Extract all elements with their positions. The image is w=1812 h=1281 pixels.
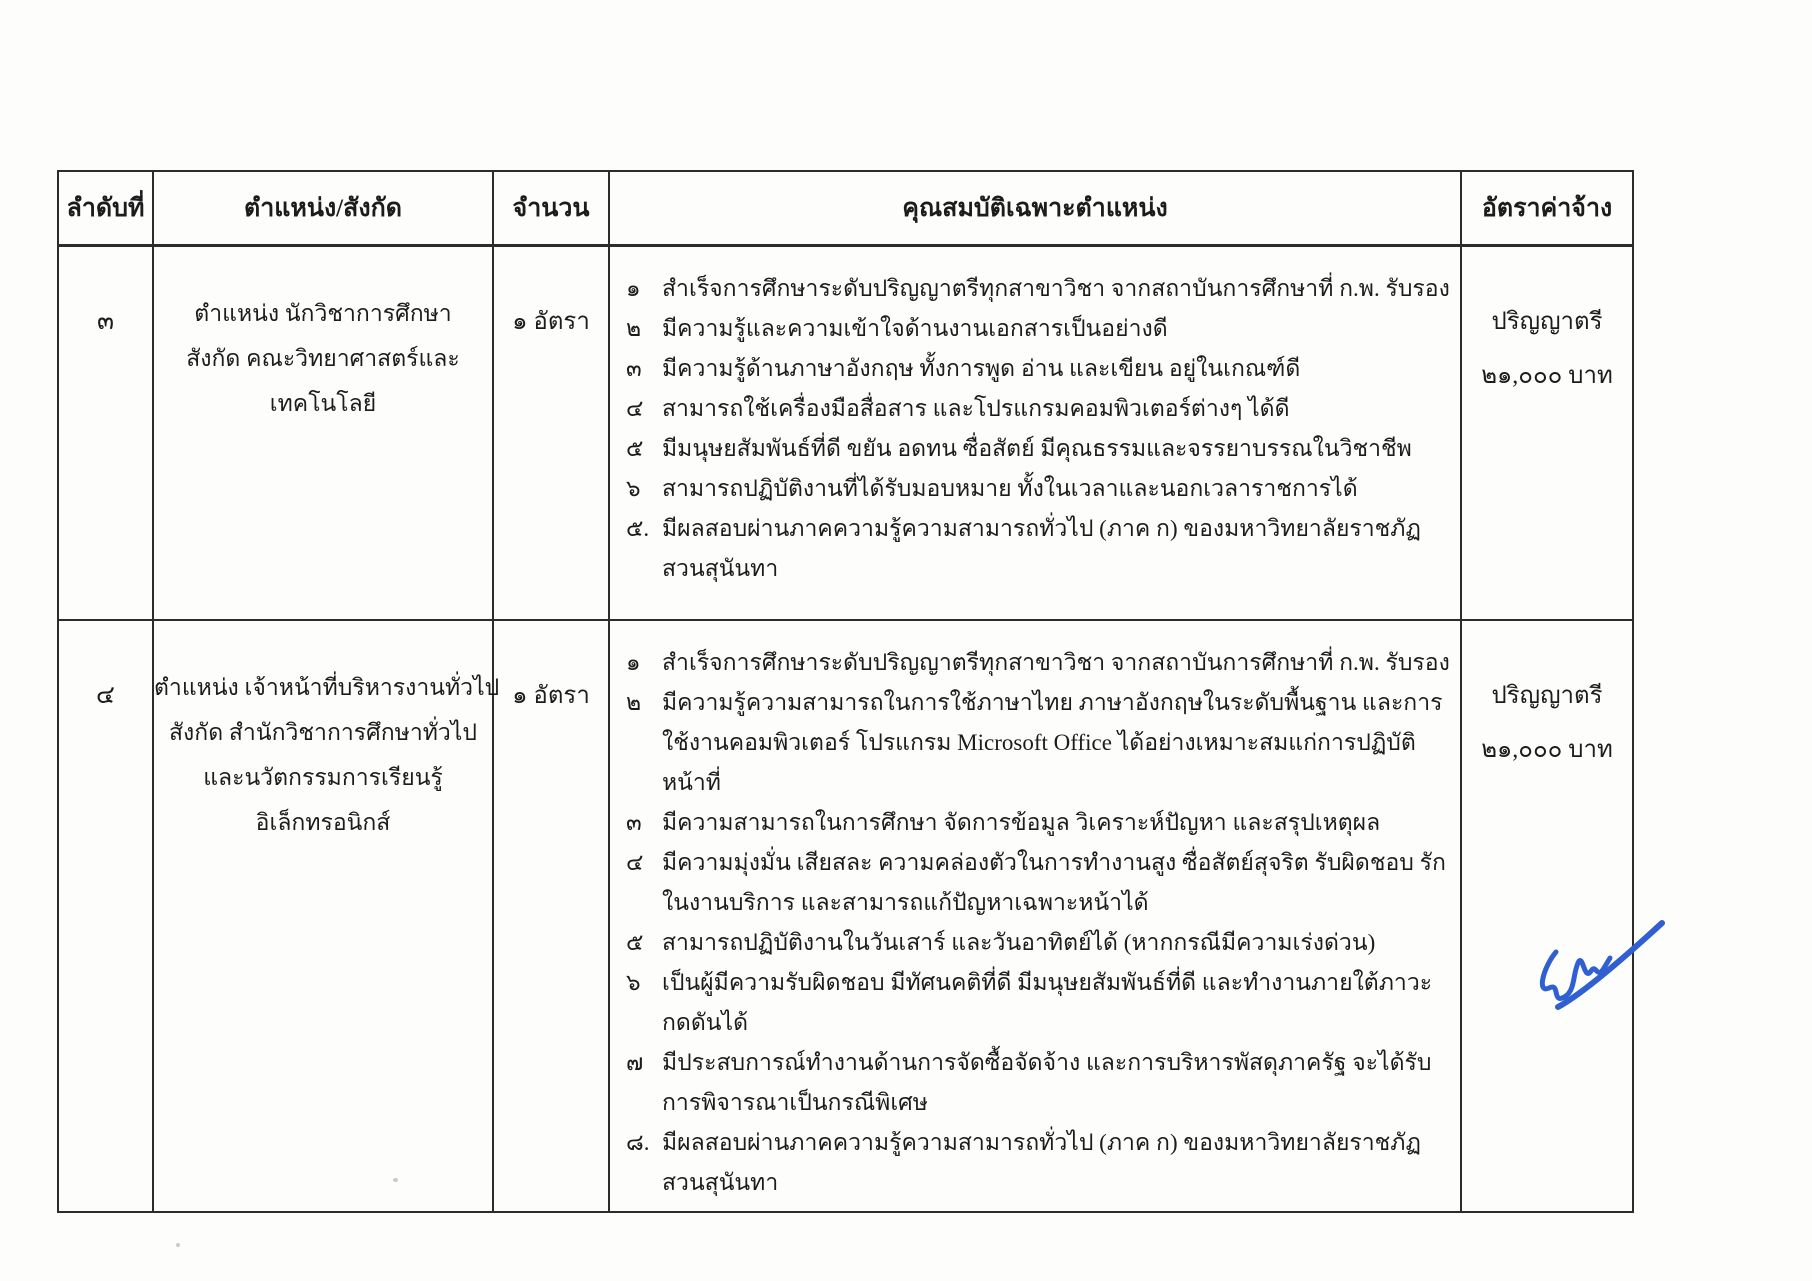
rate-line: ๒๑,๐๐๐ บาท [1481, 737, 1613, 763]
header-order-no: ลำดับที่ [58, 171, 153, 246]
qualification-number: ๗ [626, 1050, 644, 1075]
qualification-number: ๖ [626, 476, 641, 501]
qualification-number: ๑ [626, 650, 641, 675]
qualification-item [626, 509, 1450, 589]
qualification-number: ๒ [626, 316, 642, 341]
qualification-text: มีมนุษยสัมพันธ์ที่ดี ขยัน อดทน ซื่อสัตย์ มีคุณธรรมและจรรยาบรรณในวิชาชีพ [662, 436, 1412, 461]
qualification-item [626, 389, 1450, 429]
header-qualifications: คุณสมบัติเฉพาะตำแหน่ง [609, 171, 1461, 246]
qualification-item [626, 1123, 1450, 1203]
position-line: อิเล็กทรอนิกส์ [255, 810, 391, 835]
qualification-number: ๒ [626, 690, 642, 715]
order-number: ๓ [58, 246, 153, 621]
qualification-number: ๕ [626, 930, 644, 955]
qualification-text: มีผลสอบผ่านภาคความรู้ความสามารถทั่วไป (ภาค ก) ของมหาวิทยาลัยราชภัฏสวนสุนันทา [662, 1130, 1421, 1195]
qualification-number: ๑ [626, 276, 641, 301]
qualification-number: ๓ [626, 810, 642, 835]
position-affiliation [153, 246, 493, 621]
qualification-text: มีความรู้และความเข้าใจด้านงานเอกสารเป็นอย่างดี [662, 316, 1168, 341]
header-wage-rate: อัตราค่าจ้าง [1461, 171, 1633, 246]
qualification-item [626, 309, 1450, 349]
position-line: สังกัด สำนักวิชาการศึกษาทั่วไป [169, 720, 477, 745]
qualification-item [626, 469, 1450, 509]
qualification-text: สามารถใช้เครื่องมือสื่อสาร และโปรแกรมคอมพิวเตอร์ต่างๆ ได้ดี [662, 396, 1290, 421]
positions-table [57, 170, 1634, 1213]
qualification-text: มีความมุ่งมั่น เสียสละ ความคล่องตัวในการทำงานสูง ซื่อสัตย์สุจริต รับผิดชอบ รักในงานบริการ และสามารถแก้ปัญหาเฉพาะหน้าได้ [662, 850, 1446, 915]
qualification-item [626, 683, 1450, 803]
rate-line: ปริญญาตรี [1491, 309, 1603, 335]
qualification-number: ๔ [626, 850, 644, 875]
qualification-text: มีประสบการณ์ทำงานด้านการจัดซื้อจัดจ้าง และการบริหารพัสดุภาครัฐ จะได้รับการพิจารณาเป็นกรณีพิเศษ [662, 1050, 1432, 1115]
qualification-number: ๘. [626, 1130, 650, 1155]
quantity: ๑ อัตรา [493, 620, 609, 1212]
table-row [58, 620, 1633, 1212]
position-line: ตำแหน่ง เจ้าหน้าที่บริหารงานทั่วไป [154, 675, 500, 700]
qualification-text: เป็นผู้มีความรับผิดชอบ มีทัศนคติที่ดี มีมนุษยสัมพันธ์ที่ดี และทำงานภายใต้ภาวะกดดันได้ [662, 970, 1433, 1035]
scan-dust-speck [393, 1178, 398, 1182]
qualifications-list [609, 246, 1461, 621]
qualification-text: มีความสามารถในการศึกษา จัดการข้อมูล วิเคราะห์ปัญหา และสรุปเหตุผล [662, 810, 1381, 835]
qualification-item [626, 429, 1450, 469]
qualification-item [626, 963, 1450, 1043]
qualification-text: มีผลสอบผ่านภาคความรู้ความสามารถทั่วไป (ภาค ก) ของมหาวิทยาลัยราชภัฏสวนสุนันทา [662, 516, 1421, 581]
order-number: ๔ [58, 620, 153, 1212]
position-line: สังกัด คณะวิทยาศาสตร์และ [186, 346, 460, 371]
qualification-item [626, 923, 1450, 963]
wage-rate [1461, 620, 1633, 1212]
qualification-item [626, 643, 1450, 683]
scan-dust-speck [176, 1243, 180, 1247]
rate-line: ๒๑,๐๐๐ บาท [1481, 363, 1613, 389]
table-header-row [58, 171, 1633, 246]
rate-line: ปริญญาตรี [1491, 683, 1603, 709]
qualification-number: ๖ [626, 970, 641, 995]
qualification-text: สามารถปฏิบัติงานที่ได้รับมอบหมาย ทั้งในเวลาและนอกเวลาราชการได้ [662, 476, 1358, 501]
header-quantity: จำนวน [493, 171, 609, 246]
qualification-number: ๓ [626, 356, 642, 381]
position-line: เทคโนโลยี [269, 391, 377, 416]
quantity: ๑ อัตรา [493, 246, 609, 621]
table-row [58, 246, 1633, 621]
qualifications-list [609, 620, 1461, 1212]
qualification-number: ๕ [626, 436, 644, 461]
header-position-affiliation: ตำแหน่ง/สังกัด [153, 171, 493, 246]
position-line: ตำแหน่ง นักวิชาการศึกษา [194, 301, 452, 326]
qualification-item [626, 1043, 1450, 1123]
position-affiliation [153, 620, 500, 1212]
qualification-text: มีความรู้ด้านภาษาอังกฤษ ทั้งการพูด อ่าน และเขียน อยู่ในเกณฑ์ดี [662, 356, 1301, 381]
qualification-text: สำเร็จการศึกษาระดับปริญญาตรีทุกสาขาวิชา จากสถาบันการศึกษาที่ ก.พ. รับรอง [662, 650, 1450, 675]
qualification-item [626, 803, 1450, 843]
qualification-number: ๔ [626, 396, 644, 421]
wage-rate [1461, 246, 1633, 621]
position-line: และนวัตกรรมการเรียนรู้ [203, 765, 443, 790]
qualification-item [626, 843, 1450, 923]
qualification-text: สามารถปฏิบัติงานในวันเสาร์ และวันอาทิตย์ได้ (หากกรณีมีความเร่งด่วน) [662, 930, 1376, 955]
qualification-item [626, 349, 1450, 389]
qualification-item [626, 269, 1450, 309]
qualification-number: ๕. [626, 516, 650, 541]
qualification-text: สำเร็จการศึกษาระดับปริญญาตรีทุกสาขาวิชา จากสถาบันการศึกษาที่ ก.พ. รับรอง [662, 276, 1450, 301]
qualification-text: มีความรู้ความสามารถในการใช้ภาษาไทย ภาษาอังกฤษในระดับพื้นฐาน และการใช้งานคอมพิวเตอร์ โปรแกรม Microsoft Office ได้อย่างเหมาะสมแก่การปฏิบัติหน้าที่ [662, 690, 1443, 795]
